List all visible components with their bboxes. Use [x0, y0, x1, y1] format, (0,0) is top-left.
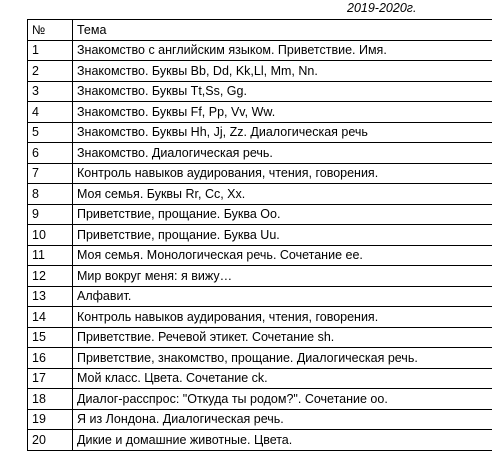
- lesson-number: 9: [28, 204, 73, 225]
- lesson-plan-table: [27, 19, 492, 451]
- table-row: [28, 307, 492, 328]
- year-label: 2019-2020г.: [347, 1, 416, 15]
- table-row: [28, 409, 492, 430]
- lesson-number: 3: [28, 81, 73, 102]
- lesson-number: 1: [28, 40, 73, 61]
- lesson-topic: Моя семья. Монологическая речь. Сочетание ee.: [73, 245, 492, 266]
- lesson-topic: Знакомство. Буквы Bb, Dd, Kk,Ll, Mm, Nn.: [73, 61, 492, 82]
- table-row: [28, 245, 492, 266]
- lesson-topic: Знакомство с английским языком. Приветствие. Имя.: [73, 40, 492, 61]
- lesson-topic: Приветствие, прощание. Буква Uu.: [73, 225, 492, 246]
- lesson-number: 10: [28, 225, 73, 246]
- table-row: [28, 163, 492, 184]
- lesson-number: 2: [28, 61, 73, 82]
- table-body: [28, 40, 492, 450]
- table-row: [28, 327, 492, 348]
- lesson-topic: Алфавит.: [73, 286, 492, 307]
- lesson-topic: Моя семья. Буквы Rr, Cc, Xx.: [73, 184, 492, 205]
- table-row: [28, 81, 492, 102]
- table-row: [28, 184, 492, 205]
- lesson-topic: Мой класс. Цвета. Сочетание ck.: [73, 368, 492, 389]
- column-header-topic: Тема: [73, 20, 492, 41]
- lesson-number: 13: [28, 286, 73, 307]
- lesson-topic: Я из Лондона. Диалогическая речь.: [73, 409, 492, 430]
- table-row: [28, 286, 492, 307]
- lesson-number: 19: [28, 409, 73, 430]
- table-row: [28, 348, 492, 369]
- table-row: [28, 102, 492, 123]
- lesson-number: 15: [28, 327, 73, 348]
- table-row: [28, 61, 492, 82]
- table-row: [28, 266, 492, 287]
- lesson-topic: Знакомство. Диалогическая речь.: [73, 143, 492, 164]
- column-header-number: №: [28, 20, 73, 41]
- lesson-number: 12: [28, 266, 73, 287]
- lesson-topic: Знакомство. Буквы Ff, Pp, Vv, Ww.: [73, 102, 492, 123]
- lesson-topic: Дикие и домашние животные. Цвета.: [73, 430, 492, 451]
- lesson-number: 5: [28, 122, 73, 143]
- lesson-topic: Диалог-расспрос: "Откуда ты родом?". Сочетание oo.: [73, 389, 492, 410]
- lesson-topic: Контроль навыков аудирования, чтения, говорения.: [73, 163, 492, 184]
- table-row: [28, 368, 492, 389]
- lesson-topic: Знакомство. Буквы Tt,Ss, Gg.: [73, 81, 492, 102]
- lesson-topic: Мир вокруг меня: я вижу…: [73, 266, 492, 287]
- table-row: [28, 122, 492, 143]
- lesson-topic: Контроль навыков аудирования, чтения, говорения.: [73, 307, 492, 328]
- lesson-number: 7: [28, 163, 73, 184]
- lesson-number: 6: [28, 143, 73, 164]
- lesson-topic: Приветствие, прощание. Буква Oo.: [73, 204, 492, 225]
- lesson-number: 11: [28, 245, 73, 266]
- lesson-number: 18: [28, 389, 73, 410]
- lesson-topic: Приветствие, знакомство, прощание. Диалогическая речь.: [73, 348, 492, 369]
- table-row: [28, 204, 492, 225]
- lesson-number: 14: [28, 307, 73, 328]
- lesson-number: 8: [28, 184, 73, 205]
- table-row: [28, 225, 492, 246]
- lesson-topic: Знакомство. Буквы Hh, Jj, Zz. Диалогическая речь: [73, 122, 492, 143]
- lesson-number: 16: [28, 348, 73, 369]
- table-row: [28, 389, 492, 410]
- table-row: [28, 430, 492, 451]
- table-row: [28, 143, 492, 164]
- lesson-number: 20: [28, 430, 73, 451]
- lesson-number: 4: [28, 102, 73, 123]
- table-row: [28, 40, 492, 61]
- lesson-topic: Приветствие. Речевой этикет. Сочетание sh.: [73, 327, 492, 348]
- table-header-row: [28, 20, 492, 41]
- lesson-number: 17: [28, 368, 73, 389]
